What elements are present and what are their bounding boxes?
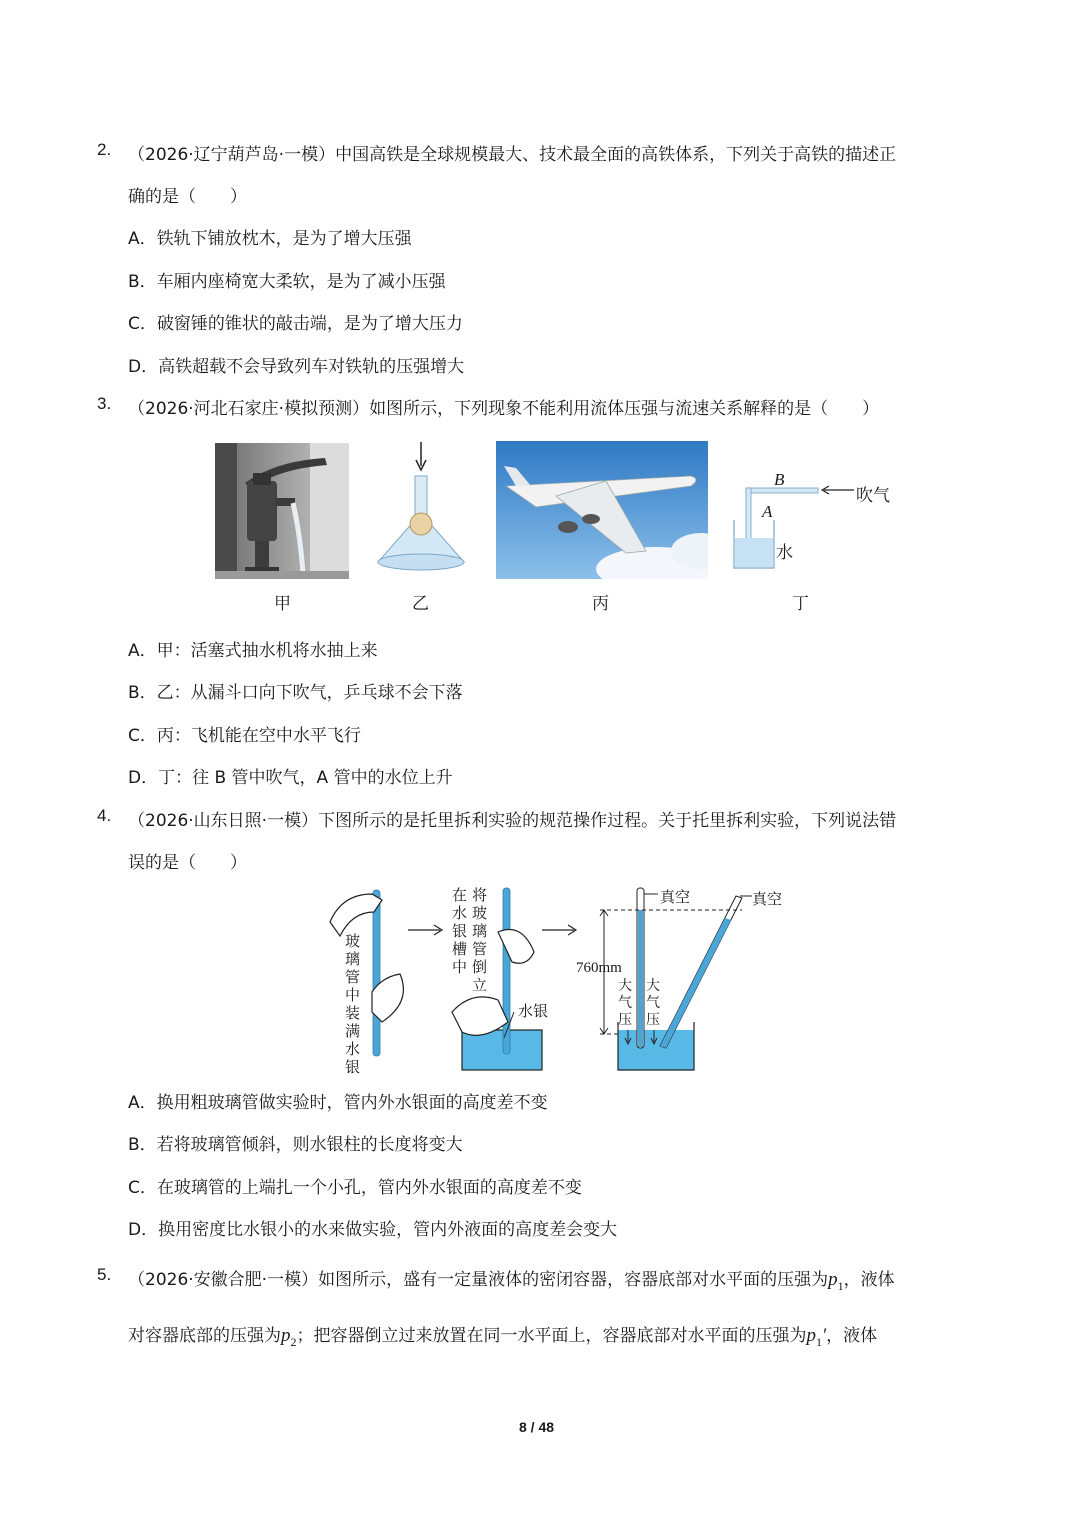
figure-label-ding: 丁 [792, 594, 809, 614]
option-d: D．换用密度比水银小的水来做实验，管内外液面的高度差会变大 [128, 1220, 618, 1240]
mercury-label: 水银 [518, 1002, 549, 1020]
question-number: 5. [97, 1265, 112, 1284]
water-label: 水 [776, 543, 793, 563]
question-stem: （2026·河北石家庄·模拟预测）如图所示，下列现象不能利用流体压强与流速关系解释的是（ ） [128, 399, 880, 419]
option-b: B．车厢内座椅宽大柔软，是为了减小压强 [128, 272, 446, 292]
atm-label: 大气压 [618, 978, 632, 1028]
tube-label-b: B [774, 470, 785, 489]
option-a: A．甲：活塞式抽水机将水抽上来 [128, 641, 378, 661]
blow-label: 吹气 [856, 486, 890, 506]
option-c: C．丙：飞机能在空中水平飞行 [128, 726, 361, 746]
option-d: D．丁：往 B 管中吹气，A 管中的水位上升 [128, 768, 453, 788]
figure-label-yi: 乙 [412, 594, 429, 614]
page-number: 8 / 48 [519, 1419, 555, 1435]
figure-torricelli [322, 882, 792, 1072]
question-number: 3. [97, 394, 112, 413]
question-stem: 误的是（ ） [128, 853, 247, 873]
step2-label-a: 在水银槽中 [452, 886, 468, 976]
figure-airplane-photo [496, 441, 708, 579]
figure-pump-photo [215, 443, 349, 579]
option-b: B．若将玻璃管倾斜，则水银柱的长度将变大 [128, 1135, 463, 1155]
figure-funnel [372, 440, 470, 580]
question-stem: 对容器底部的压强为$p_2$；把容器倒立过来放置在同一水平面上，容器底部对水平面的压强为$p_1'$，液体 [128, 1325, 878, 1349]
option-a: A．换用粗玻璃管做实验时，管内外水银面的高度差不变 [128, 1093, 548, 1113]
question-stem: （2026·山东日照·一模）下图所示的是托里拆利实验的规范操作过程。关于托里拆利实验，下列说法错 [128, 811, 897, 831]
option-a: A．铁轨下铺放枕木，是为了增大压强 [128, 229, 412, 249]
option-c: C．破窗锤的锥状的敲击端，是为了增大压力 [128, 314, 463, 334]
atm-label: 大气压 [646, 978, 660, 1028]
question-stem: 确的是（ ） [128, 187, 247, 207]
step1-label: 玻璃管中装满水银 [345, 932, 361, 1076]
height-label: 760mm [576, 960, 622, 976]
vacuum-label: 真空 [752, 890, 783, 908]
tube-label-a: A [762, 502, 773, 521]
option-d: D．高铁超载不会导致列车对铁轨的压强增大 [128, 357, 465, 377]
question-number: 4. [97, 806, 112, 825]
vacuum-label: 真空 [660, 888, 691, 906]
option-b: B．乙：从漏斗口向下吹气，乒乓球不会下落 [128, 683, 463, 703]
step2-label-b: 将玻璃管倒立 [472, 886, 488, 994]
option-c: C．在玻璃管的上端扎一个小孔，管内外水银面的高度差不变 [128, 1178, 582, 1198]
question-stem: （2026·辽宁葫芦岛·一模）中国高铁是全球规模最大、技术最全面的高铁体系，下列关于高铁的描述正 [128, 145, 897, 165]
question-stem: （2026·安徽合肥·一模）如图所示，盛有一定量液体的密闭容器，容器底部对水平面的压强为$p_1$，液体 [128, 1269, 895, 1293]
figure-label-bing: 丙 [592, 594, 609, 614]
question-number: 2. [97, 140, 112, 159]
figure-label-jia: 甲 [274, 594, 291, 614]
